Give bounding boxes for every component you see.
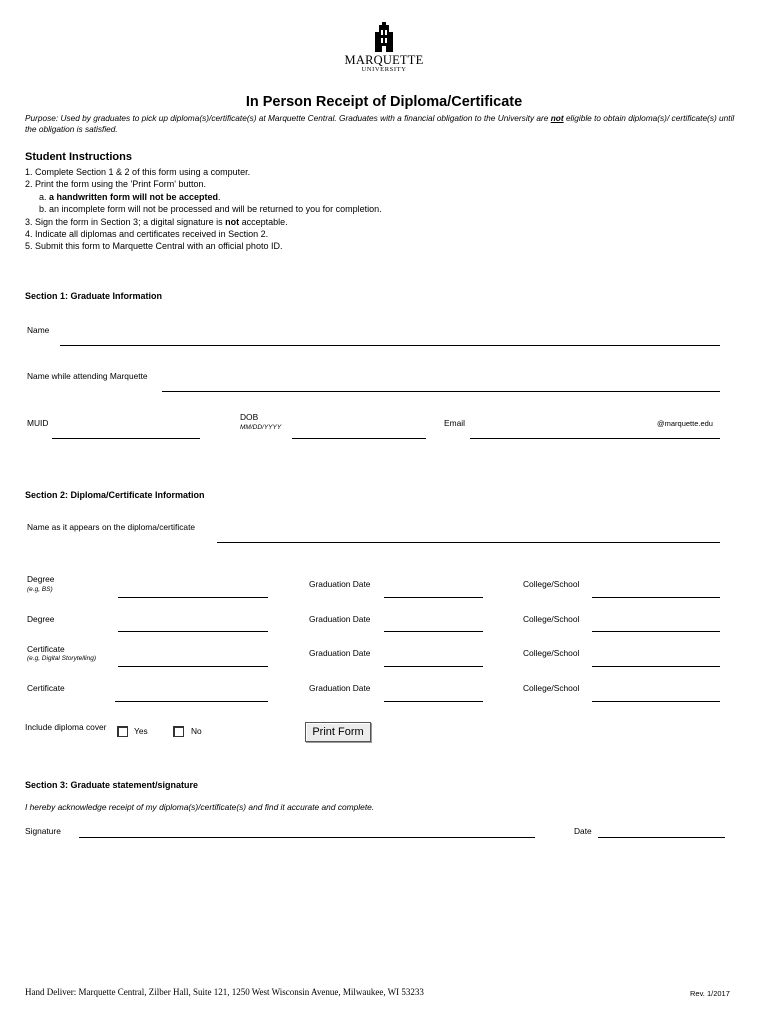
degree-2-college-label: College/School — [523, 614, 580, 624]
name-on-diploma-label: Name as it appears on the diploma/certificate — [27, 522, 196, 532]
logo-wordmark: MARQUETTE — [344, 53, 424, 67]
certificate-2-graduation-date-label: Graduation Date — [309, 683, 371, 693]
degree-1-graduation-date-field[interactable] — [384, 597, 483, 598]
print-form-button[interactable]: Print Form — [305, 722, 371, 742]
email-label: Email — [444, 418, 465, 428]
page-title: In Person Receipt of Diploma/Certificate — [245, 94, 523, 110]
diploma-cover-no-label: No — [191, 726, 202, 736]
degree-1-hint: (e.g, BS) — [27, 586, 53, 593]
certificate-2-field[interactable] — [115, 701, 268, 702]
diploma-cover-label: Include diploma cover — [25, 722, 107, 732]
instruction-2a-bold: a handwritten form will not be accepted — [49, 191, 219, 202]
purpose-text — [25, 113, 740, 135]
acknowledgement-statement: I hereby acknowledge receipt of my diploma(s)/certificate(s) and find it accurate and complete. — [25, 802, 375, 812]
instruction-3-end: acceptable. — [239, 216, 288, 227]
dob-format-hint: MM/DD/YYYY — [240, 424, 282, 431]
diploma-cover-no-checkbox[interactable] — [173, 726, 184, 737]
instruction-3-start: 3. Sign the form in Section 3; a digital signature is — [25, 216, 226, 227]
instruction-2: 2. Print the form using the 'Print Form' button. — [25, 179, 207, 190]
student-instructions-list — [25, 166, 382, 253]
date-label: Date — [574, 826, 592, 836]
degree-2-label: Degree — [27, 614, 55, 624]
instruction-2a-suffix: . — [218, 191, 221, 202]
email-domain-suffix: @marquette.edu — [657, 419, 713, 428]
instruction-3-bold: not — [225, 216, 240, 227]
section-1-heading: Section 1: Graduate Information — [25, 291, 163, 301]
instruction-4: 4. Indicate all diplomas and certificates received in Section 2. — [25, 229, 269, 240]
name-label: Name — [27, 325, 50, 335]
certificate-1-graduation-date-label: Graduation Date — [309, 648, 371, 658]
degree-1-college-label: College/School — [523, 579, 580, 589]
dob-label: DOB — [240, 412, 259, 422]
revision-label: Rev. 1/2017 — [690, 989, 730, 998]
diploma-cover-yes-label: Yes — [134, 726, 148, 736]
degree-1-college-field[interactable] — [592, 597, 720, 598]
section-3-heading: Section 3: Graduate statement/signature — [25, 780, 199, 790]
degree-2-graduation-date-label: Graduation Date — [309, 614, 371, 624]
instruction-2b: b. an incomplete form will not be processed and will be returned to you for completion. — [39, 204, 382, 215]
muid-label: MUID — [27, 418, 49, 428]
certificate-1-field[interactable] — [118, 666, 268, 667]
instruction-2a — [25, 191, 382, 203]
degree-1-label: Degree — [27, 574, 55, 584]
certificate-1-hint: (e.g, Digital Storytelling) — [27, 655, 96, 662]
purpose-text-start: Purpose: Used by graduates to pick up diploma(s)/certificate(s) at Marquette Central. Graduates with a financial obligation to the University are — [25, 113, 551, 123]
certificate-1-graduation-date-field[interactable] — [384, 666, 483, 667]
instruction-1: 1. Complete Section 1 & 2 of this form using a computer. — [25, 167, 251, 177]
degree-2-college-field[interactable] — [592, 631, 720, 632]
degree-2-graduation-date-field[interactable] — [384, 631, 483, 632]
date-field[interactable] — [598, 837, 725, 838]
email-field[interactable] — [470, 438, 720, 439]
instruction-5: 5. Submit this form to Marquette Central with an official photo ID. — [25, 241, 283, 252]
certificate-2-college-field[interactable] — [592, 701, 720, 702]
hand-deliver-address: Hand Deliver: Marquette Central, Zilber Hall, Suite 121, 1250 West Wisconsin Avenue, Milwaukee, WI 53233 — [25, 987, 424, 997]
name-field[interactable] — [60, 345, 720, 346]
signature-label: Signature — [25, 826, 61, 836]
degree-2-field[interactable] — [118, 631, 268, 632]
dob-field[interactable] — [292, 438, 426, 439]
signature-field[interactable] — [79, 837, 535, 838]
purpose-text-end: eligible to obtain diploma(s)/ certificate(s) until the obligation is satisfied. — [25, 113, 735, 134]
student-instructions-heading: Student Instructions — [25, 151, 132, 163]
instruction-2a-prefix: a. — [39, 191, 50, 202]
purpose-emphasis: not — [550, 113, 564, 123]
muid-field[interactable] — [52, 438, 200, 439]
certificate-2-label: Certificate — [27, 683, 65, 693]
certificate-1-college-label: College/School — [523, 648, 580, 658]
instruction-3 — [25, 216, 382, 228]
name-attending-label: Name while attending Marquette — [27, 371, 148, 381]
certificate-2-college-label: College/School — [523, 683, 580, 693]
section-2-heading: Section 2: Diploma/Certificate Information — [25, 490, 205, 500]
logo-subtitle: UNIVERSITY — [361, 66, 407, 73]
university-logo — [340, 22, 428, 78]
name-attending-field[interactable] — [162, 391, 720, 392]
diploma-cover-yes-checkbox[interactable] — [117, 726, 128, 737]
certificate-1-college-field[interactable] — [592, 666, 720, 667]
certificate-2-graduation-date-field[interactable] — [384, 701, 483, 702]
degree-1-field[interactable] — [118, 597, 268, 598]
degree-1-graduation-date-label: Graduation Date — [309, 579, 371, 589]
name-on-diploma-field[interactable] — [217, 542, 720, 543]
certificate-1-label: Certificate — [27, 644, 65, 654]
tower-emblem-icon — [371, 22, 397, 52]
